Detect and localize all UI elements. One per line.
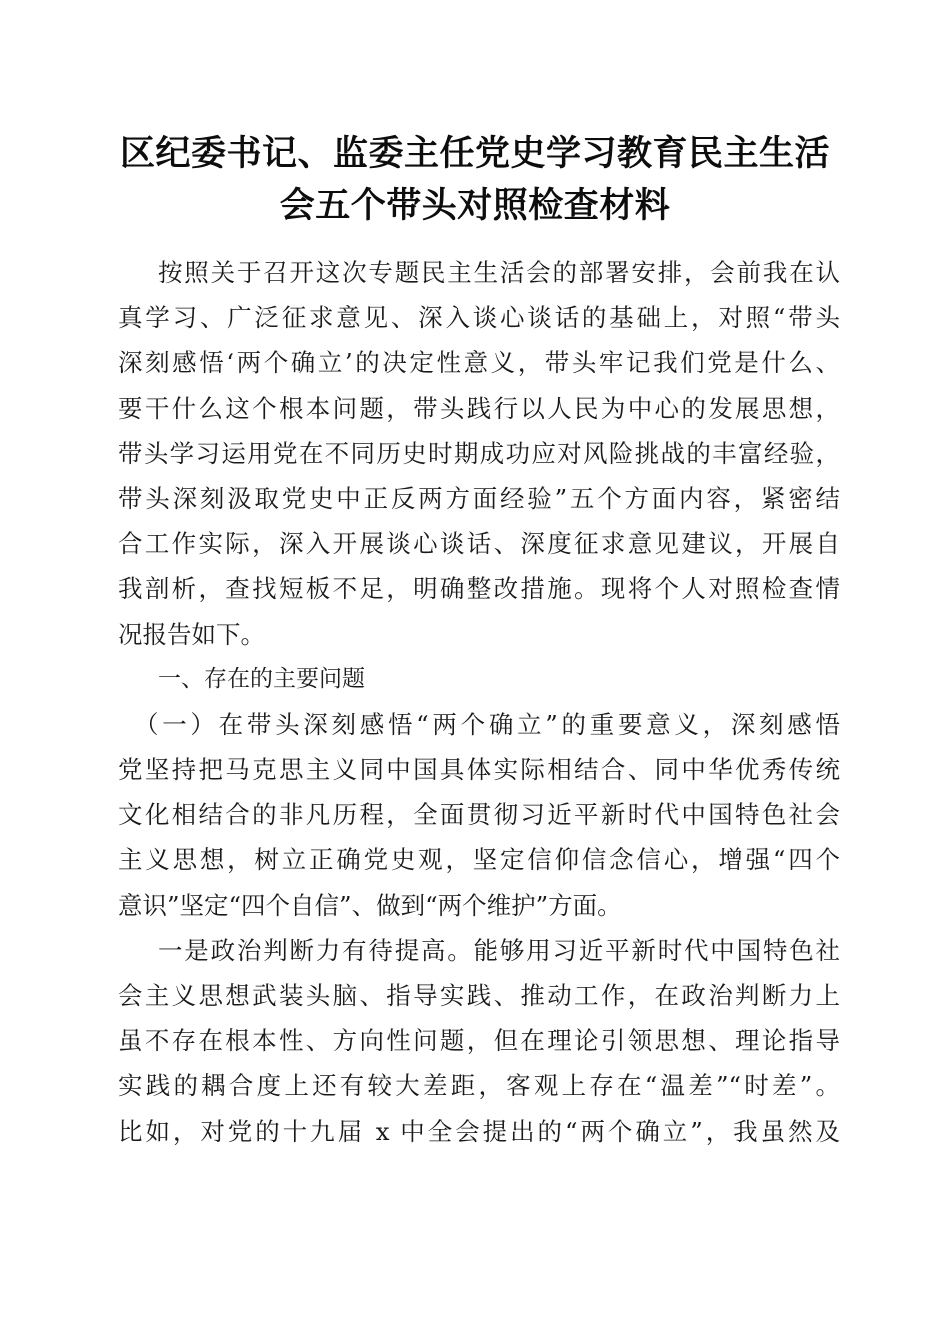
paragraph-intro-line-5: 带头学习运用党在不同历史时期成功应对风险挑战的丰富经验， — [118, 438, 840, 468]
document-title — [110, 128, 840, 232]
paragraph-point-1-line-4: 实践的耦合度上还有较大差距，客观上存在“温差”“时差”。 — [118, 1071, 840, 1101]
title-line-1: 区纪委书记、监委主任党史学习教育民主生活 — [119, 133, 830, 174]
paragraph-intro-line-2: 真学习、广泛征求意见、深入谈心谈话的基础上，对照“带头 — [118, 303, 840, 333]
paragraph-item-1-line-1: （一）在带头深刻感悟“两个确立”的重要意义，深刻感悟 — [134, 709, 840, 739]
paragraph-point-1-line-2: 会主义思想武装头脑、指导实践、推动工作，在政治判断力上 — [118, 981, 840, 1010]
paragraph-intro-line-1: 按照关于召开这次专题民主生活会的部署安排，会前我在认 — [158, 258, 840, 287]
paragraph-intro-line-3: 深刻感悟‘两个确立’的决定性意义，带头牢记我们党是什么、 — [118, 348, 840, 378]
paragraph-intro-line-4: 要干什么这个根本问题，带头践行以人民为中心的发展思想， — [118, 393, 840, 423]
paragraph-point-1-line-3: 虽不存在根本性、方向性问题，但在理论引领思想、理论指导 — [118, 1026, 840, 1056]
paragraph-intro-line-9: 况报告如下。 — [118, 619, 265, 649]
document-body — [118, 250, 840, 1154]
paragraph-point-1-line-1: 一是政治判断力有待提高。能够用习近平新时代中国特色社 — [158, 935, 840, 965]
title-line-2: 会五个带头对照检查材料 — [279, 185, 671, 226]
paragraph-point-1-line-5: 比如，对党的十九届 x 中全会提出的“两个确立”，我虽然及 — [118, 1116, 840, 1146]
paragraph-item-1-line-4: 主义思想，树立正确党史观，坚定信仰信念信心，增强“四个 — [118, 845, 840, 875]
paragraph-item-1-line-2: 党坚持把马克思主义同中国具体实际相结合、同中华优秀传统 — [118, 755, 840, 785]
paragraph-item-1-line-3: 文化相结合的非凡历程，全面贯彻习近平新时代中国特色社会 — [118, 800, 840, 830]
paragraph-intro-line-8: 我剖析，查找短板不足，明确整改措施。现将个人对照检查情 — [118, 574, 840, 604]
paragraph-intro-line-7: 合工作实际，深入开展谈心谈话、深度征求意见建议，开展自 — [118, 529, 840, 559]
paragraph-intro-line-6: 带头深刻汲取党史中正反两方面经验”五个方面内容，紧密结 — [118, 483, 840, 513]
paragraph-item-1-line-5: 意识”坚定“四个自信”、做到“两个维护”方面。 — [118, 890, 622, 920]
section-heading-1: 一、存在的主要问题 — [158, 665, 365, 692]
